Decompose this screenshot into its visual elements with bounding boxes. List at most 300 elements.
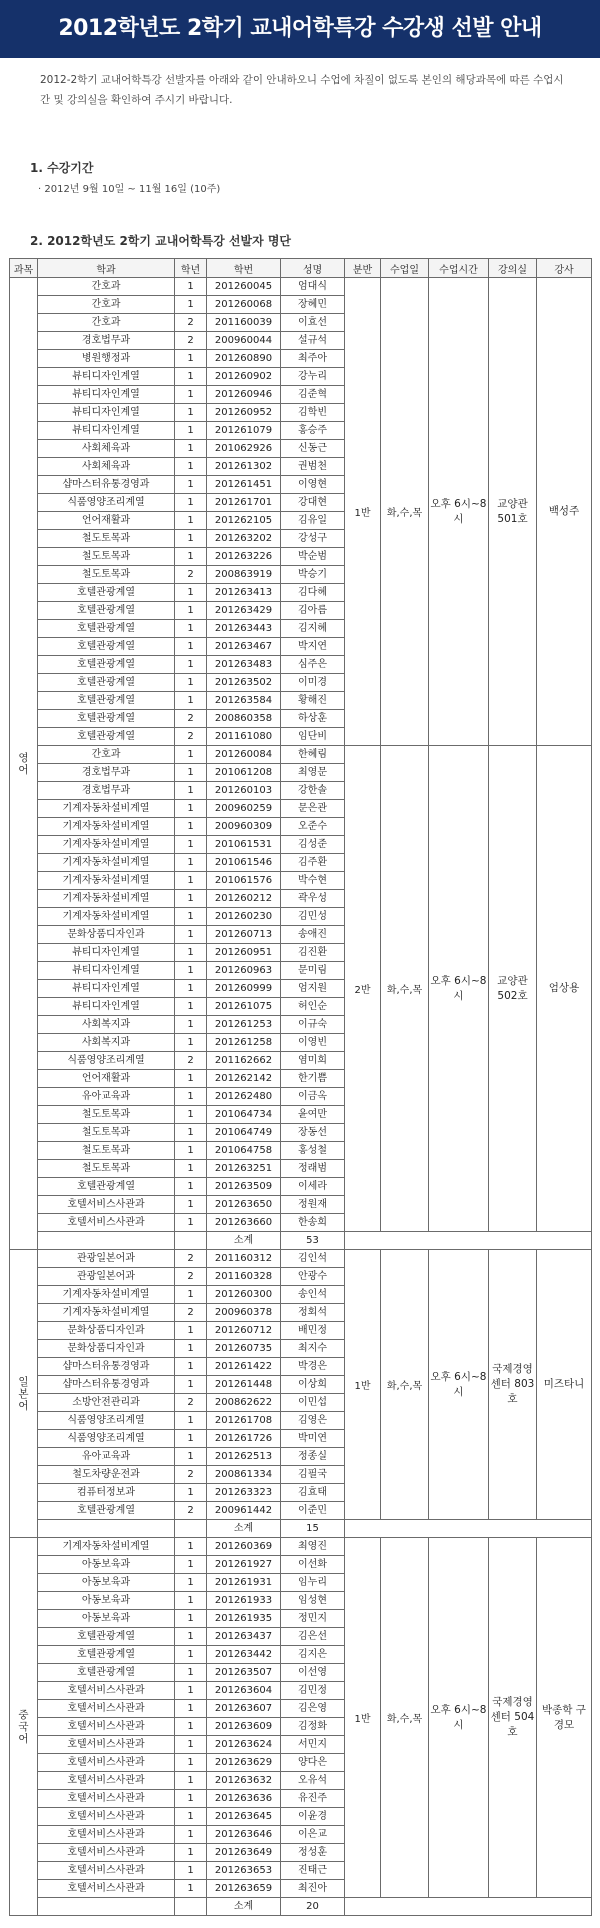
department-cell: 호텔서비스사관과 xyxy=(38,1826,175,1844)
department-cell: 뷰티디자인계열 xyxy=(38,980,175,998)
name-cell: 엄지원 xyxy=(281,980,345,998)
student-id-cell: 201260999 xyxy=(207,980,281,998)
name-cell: 김아름 xyxy=(281,602,345,620)
student-id-cell: 201262105 xyxy=(207,512,281,530)
year-cell: 1 xyxy=(175,1484,207,1502)
year-cell: 1 xyxy=(175,1808,207,1826)
name-cell: 임단비 xyxy=(281,728,345,746)
name-cell: 오유석 xyxy=(281,1772,345,1790)
section-cell: 2반 xyxy=(345,746,381,1232)
department-cell: 사회복지과 xyxy=(38,1034,175,1052)
department-cell: 문화상품디자인과 xyxy=(38,1340,175,1358)
year-cell: 1 xyxy=(175,1214,207,1232)
year-cell: 1 xyxy=(175,1286,207,1304)
year-cell: 1 xyxy=(175,404,207,422)
section-cell: 1반 xyxy=(345,1538,381,1898)
year-cell: 1 xyxy=(175,1628,207,1646)
student-id-cell: 201263443 xyxy=(207,620,281,638)
student-id-cell: 201263413 xyxy=(207,584,281,602)
department-cell: 식품영양조리계열 xyxy=(38,1052,175,1070)
student-id-cell: 201263660 xyxy=(207,1214,281,1232)
name-cell: 서민지 xyxy=(281,1736,345,1754)
name-cell: 정래범 xyxy=(281,1160,345,1178)
year-cell: 1 xyxy=(175,998,207,1016)
year-cell: 1 xyxy=(175,782,207,800)
department-cell: 철도토목과 xyxy=(38,1160,175,1178)
subtotal-label: 소계 xyxy=(207,1232,281,1250)
department-cell: 호텔서비스사관과 xyxy=(38,1736,175,1754)
department-cell: 기계자동차설비계열 xyxy=(38,1538,175,1556)
student-id-cell: 200960259 xyxy=(207,800,281,818)
year-cell: 1 xyxy=(175,422,207,440)
year-cell: 1 xyxy=(175,1376,207,1394)
subtotal-label: 소계 xyxy=(207,1520,281,1538)
year-cell: 1 xyxy=(175,1664,207,1682)
department-cell: 호텔관광계열 xyxy=(38,728,175,746)
student-id-cell: 200862622 xyxy=(207,1394,281,1412)
name-cell: 박순범 xyxy=(281,548,345,566)
name-cell: 김진환 xyxy=(281,944,345,962)
name-cell: 한기쁨 xyxy=(281,1070,345,1088)
year-cell: 1 xyxy=(175,854,207,872)
year-cell: 2 xyxy=(175,728,207,746)
year-cell: 1 xyxy=(175,656,207,674)
department-cell: 유아교육과 xyxy=(38,1448,175,1466)
name-cell: 강성구 xyxy=(281,530,345,548)
year-cell: 1 xyxy=(175,296,207,314)
department-cell: 철도토목과 xyxy=(38,548,175,566)
subtotal-row xyxy=(10,1232,592,1250)
student-id-cell: 200860358 xyxy=(207,710,281,728)
department-cell: 호텔관광계열 xyxy=(38,1178,175,1196)
name-cell: 홍승주 xyxy=(281,422,345,440)
student-id-cell: 201263323 xyxy=(207,1484,281,1502)
department-cell: 호텔서비스사관과 xyxy=(38,1862,175,1880)
student-id-cell: 201261302 xyxy=(207,458,281,476)
days-cell: 화,수,목 xyxy=(381,746,429,1232)
department-cell: 기계자동차설비계열 xyxy=(38,818,175,836)
name-cell: 송인석 xyxy=(281,1286,345,1304)
name-cell: 장혜민 xyxy=(281,296,345,314)
student-id-cell: 201261726 xyxy=(207,1430,281,1448)
student-id-cell: 201260902 xyxy=(207,368,281,386)
student-id-cell: 201061546 xyxy=(207,854,281,872)
name-cell: 안광수 xyxy=(281,1268,345,1286)
name-cell: 김영은 xyxy=(281,1412,345,1430)
year-cell: 1 xyxy=(175,980,207,998)
name-cell: 윤여만 xyxy=(281,1106,345,1124)
year-cell: 1 xyxy=(175,1322,207,1340)
department-cell: 경호법무과 xyxy=(38,782,175,800)
student-id-cell: 201160328 xyxy=(207,1268,281,1286)
department-cell: 호텔서비스사관과 xyxy=(38,1808,175,1826)
student-id-cell: 200960378 xyxy=(207,1304,281,1322)
year-cell: 1 xyxy=(175,584,207,602)
student-id-cell: 201263584 xyxy=(207,692,281,710)
subject-cell: 영어 xyxy=(10,278,38,1250)
year-cell: 1 xyxy=(175,350,207,368)
student-id-cell: 201064749 xyxy=(207,1124,281,1142)
name-cell: 최영진 xyxy=(281,1538,345,1556)
name-cell: 최영문 xyxy=(281,764,345,782)
department-cell: 샵마스터유통경영과 xyxy=(38,1376,175,1394)
year-cell: 1 xyxy=(175,746,207,764)
department-cell: 기계자동차설비계열 xyxy=(38,854,175,872)
student-id-cell: 201262513 xyxy=(207,1448,281,1466)
student-id-cell: 201262480 xyxy=(207,1088,281,1106)
name-cell: 허인순 xyxy=(281,998,345,1016)
year-cell: 1 xyxy=(175,1016,207,1034)
name-cell: 정민지 xyxy=(281,1610,345,1628)
student-id-cell: 201261935 xyxy=(207,1610,281,1628)
department-cell: 호텔서비스사관과 xyxy=(38,1196,175,1214)
subtotal-empty-cell xyxy=(175,1232,207,1250)
year-cell: 1 xyxy=(175,1412,207,1430)
subtotal-row xyxy=(10,1520,592,1538)
year-cell: 1 xyxy=(175,764,207,782)
student-id-cell: 201263437 xyxy=(207,1628,281,1646)
year-cell: 1 xyxy=(175,1142,207,1160)
name-cell: 김성준 xyxy=(281,836,345,854)
year-cell: 2 xyxy=(175,1052,207,1070)
year-cell: 1 xyxy=(175,1430,207,1448)
department-cell: 아동보육과 xyxy=(38,1592,175,1610)
roster-table xyxy=(9,258,592,1916)
student-id-cell: 201260103 xyxy=(207,782,281,800)
name-cell: 진태근 xyxy=(281,1862,345,1880)
name-cell: 송애진 xyxy=(281,926,345,944)
name-cell: 이윤경 xyxy=(281,1808,345,1826)
year-cell: 1 xyxy=(175,1610,207,1628)
student-id-cell: 201263604 xyxy=(207,1682,281,1700)
year-cell: 1 xyxy=(175,1358,207,1376)
section-cell: 1반 xyxy=(345,1250,381,1520)
table-row xyxy=(10,1538,592,1556)
name-cell: 양다은 xyxy=(281,1754,345,1772)
department-cell: 컴퓨터정보과 xyxy=(38,1484,175,1502)
student-id-cell: 201260230 xyxy=(207,908,281,926)
year-cell: 2 xyxy=(175,710,207,728)
year-cell: 1 xyxy=(175,1592,207,1610)
section1-heading: 1. 수강기간 xyxy=(30,161,94,175)
name-cell: 김준혁 xyxy=(281,386,345,404)
year-cell: 1 xyxy=(175,440,207,458)
department-cell: 호텔서비스사관과 xyxy=(38,1880,175,1898)
department-cell: 유아교육과 xyxy=(38,1088,175,1106)
instructor-cell: 백성주 xyxy=(537,278,592,746)
student-id-cell: 201263483 xyxy=(207,656,281,674)
department-cell: 아동보육과 xyxy=(38,1574,175,1592)
department-cell: 호텔관광계열 xyxy=(38,1646,175,1664)
department-cell: 철도차량운전과 xyxy=(38,1466,175,1484)
student-id-cell: 201260890 xyxy=(207,350,281,368)
name-cell: 염미희 xyxy=(281,1052,345,1070)
name-cell: 김민성 xyxy=(281,908,345,926)
student-id-cell: 201260045 xyxy=(207,278,281,296)
student-id-cell: 201061576 xyxy=(207,872,281,890)
name-cell: 김인석 xyxy=(281,1250,345,1268)
student-id-cell: 201263629 xyxy=(207,1754,281,1772)
name-cell: 강대현 xyxy=(281,494,345,512)
student-id-cell: 201260951 xyxy=(207,944,281,962)
department-cell: 소방안전관리과 xyxy=(38,1394,175,1412)
name-cell: 김다혜 xyxy=(281,584,345,602)
department-cell: 호텔관광계열 xyxy=(38,1628,175,1646)
header-name: 성명 xyxy=(281,259,345,278)
department-cell: 경호법무과 xyxy=(38,332,175,350)
year-cell: 2 xyxy=(175,1250,207,1268)
student-id-cell: 201263609 xyxy=(207,1718,281,1736)
department-cell: 관광일본어과 xyxy=(38,1250,175,1268)
student-id-cell: 201061531 xyxy=(207,836,281,854)
student-id-cell: 201263645 xyxy=(207,1808,281,1826)
student-id-cell: 201260712 xyxy=(207,1322,281,1340)
name-cell: 김유일 xyxy=(281,512,345,530)
year-cell: 1 xyxy=(175,1736,207,1754)
name-cell: 이선영 xyxy=(281,1664,345,1682)
student-id-cell: 201263467 xyxy=(207,638,281,656)
department-cell: 식품영양조리계열 xyxy=(38,494,175,512)
student-id-cell: 201262142 xyxy=(207,1070,281,1088)
student-id-cell: 201260212 xyxy=(207,890,281,908)
student-id-cell: 201263429 xyxy=(207,602,281,620)
year-cell: 1 xyxy=(175,818,207,836)
student-id-cell: 201263607 xyxy=(207,1700,281,1718)
department-cell: 식품영양조리계열 xyxy=(38,1430,175,1448)
intro-text: 2012-2학기 교내어학특강 선발자를 아래와 같이 안내하오니 수업에 차질이 없도록 본인의 해당과목에 따른 수업시간 및 강의실을 확인하여 주시기 바랍니다. xyxy=(40,74,564,106)
name-cell: 이영빈 xyxy=(281,1034,345,1052)
student-id-cell: 201263646 xyxy=(207,1826,281,1844)
department-cell: 관광일본어과 xyxy=(38,1268,175,1286)
name-cell: 김민정 xyxy=(281,1682,345,1700)
department-cell: 호텔관광계열 xyxy=(38,620,175,638)
department-cell: 식품영양조리계열 xyxy=(38,1412,175,1430)
name-cell: 이규숙 xyxy=(281,1016,345,1034)
department-cell: 호텔서비스사관과 xyxy=(38,1682,175,1700)
department-cell: 호텔관광계열 xyxy=(38,602,175,620)
department-cell: 뷰티디자인계열 xyxy=(38,944,175,962)
department-cell: 간호과 xyxy=(38,296,175,314)
year-cell: 1 xyxy=(175,368,207,386)
name-cell: 이은교 xyxy=(281,1826,345,1844)
department-cell: 기계자동차설비계열 xyxy=(38,836,175,854)
name-cell: 이선화 xyxy=(281,1556,345,1574)
name-cell: 이효선 xyxy=(281,314,345,332)
year-cell: 1 xyxy=(175,458,207,476)
year-cell: 1 xyxy=(175,476,207,494)
student-id-cell: 201263632 xyxy=(207,1772,281,1790)
student-id-cell: 201263502 xyxy=(207,674,281,692)
department-cell: 뷰티디자인계열 xyxy=(38,998,175,1016)
department-cell: 호텔관광계열 xyxy=(38,710,175,728)
name-cell: 박경은 xyxy=(281,1358,345,1376)
year-cell: 1 xyxy=(175,1574,207,1592)
year-cell: 1 xyxy=(175,1700,207,1718)
name-cell: 박미연 xyxy=(281,1430,345,1448)
student-id-cell: 201263507 xyxy=(207,1664,281,1682)
name-cell: 박수현 xyxy=(281,872,345,890)
year-cell: 1 xyxy=(175,602,207,620)
subtotal-empty-cell xyxy=(345,1898,592,1916)
department-cell: 간호과 xyxy=(38,278,175,296)
student-id-cell: 201260713 xyxy=(207,926,281,944)
subtotal-empty-cell xyxy=(175,1898,207,1916)
days-cell: 화,수,목 xyxy=(381,1538,429,1898)
header-subject: 과목 xyxy=(10,259,38,278)
department-cell: 호텔서비스사관과 xyxy=(38,1718,175,1736)
department-cell: 간호과 xyxy=(38,314,175,332)
room-cell: 국제경영센터 504호 xyxy=(489,1538,537,1898)
student-id-cell: 201263650 xyxy=(207,1196,281,1214)
student-id-cell: 201260735 xyxy=(207,1340,281,1358)
name-cell: 강누리 xyxy=(281,368,345,386)
name-cell: 유진주 xyxy=(281,1790,345,1808)
time-cell: 오후 6시~8시 xyxy=(429,1250,489,1520)
department-cell: 언어재활과 xyxy=(38,512,175,530)
year-cell: 1 xyxy=(175,512,207,530)
department-cell: 뷰티디자인계열 xyxy=(38,422,175,440)
name-cell: 정회석 xyxy=(281,1304,345,1322)
table-row xyxy=(10,746,592,764)
table-row xyxy=(10,278,592,296)
subtotal-empty-cell xyxy=(345,1520,592,1538)
name-cell: 이준민 xyxy=(281,1502,345,1520)
department-cell: 샵마스터유통경영과 xyxy=(38,1358,175,1376)
department-cell: 뷰티디자인계열 xyxy=(38,368,175,386)
student-id-cell: 201260952 xyxy=(207,404,281,422)
name-cell: 최주아 xyxy=(281,350,345,368)
page-title: 2012학년도 2학기 교내어학특강 수강생 선발 안내 xyxy=(0,0,600,58)
department-cell: 호텔관광계열 xyxy=(38,656,175,674)
period-text: · 2012년 9월 10일 ~ 11월 16일 (10주) xyxy=(38,184,221,195)
student-id-cell: 201261079 xyxy=(207,422,281,440)
student-id-cell: 200861334 xyxy=(207,1466,281,1484)
student-id-cell: 201160039 xyxy=(207,314,281,332)
year-cell: 1 xyxy=(175,800,207,818)
name-cell: 문미림 xyxy=(281,962,345,980)
year-cell: 1 xyxy=(175,530,207,548)
student-id-cell: 201260963 xyxy=(207,962,281,980)
name-cell: 최지수 xyxy=(281,1340,345,1358)
department-cell: 문화상품디자인과 xyxy=(38,926,175,944)
name-cell: 이상희 xyxy=(281,1376,345,1394)
year-cell: 1 xyxy=(175,386,207,404)
year-cell: 1 xyxy=(175,1682,207,1700)
year-cell: 2 xyxy=(175,1304,207,1322)
year-cell: 1 xyxy=(175,1862,207,1880)
header-days: 수업일 xyxy=(381,259,429,278)
student-id-cell: 201260068 xyxy=(207,296,281,314)
name-cell: 김지은 xyxy=(281,1646,345,1664)
instructor-cell: 박종학 구경모 xyxy=(537,1538,592,1898)
year-cell: 2 xyxy=(175,1268,207,1286)
department-cell: 기계자동차설비계열 xyxy=(38,1304,175,1322)
department-cell: 뷰티디자인계열 xyxy=(38,962,175,980)
name-cell: 박승기 xyxy=(281,566,345,584)
year-cell: 1 xyxy=(175,944,207,962)
student-id-cell: 201263653 xyxy=(207,1862,281,1880)
year-cell: 1 xyxy=(175,1070,207,1088)
year-cell: 1 xyxy=(175,548,207,566)
student-id-cell: 201261075 xyxy=(207,998,281,1016)
student-id-cell: 200960044 xyxy=(207,332,281,350)
year-cell: 1 xyxy=(175,1124,207,1142)
department-cell: 철도토목과 xyxy=(38,566,175,584)
student-id-cell: 201261253 xyxy=(207,1016,281,1034)
section-cell: 1반 xyxy=(345,278,381,746)
year-cell: 1 xyxy=(175,1196,207,1214)
year-cell: 1 xyxy=(175,494,207,512)
student-id-cell: 201161080 xyxy=(207,728,281,746)
name-cell: 김학빈 xyxy=(281,404,345,422)
year-cell: 1 xyxy=(175,872,207,890)
section2-heading: 2. 2012학년도 2학기 교내어학특강 선발자 명단 xyxy=(30,234,292,248)
name-cell: 이미경 xyxy=(281,674,345,692)
year-cell: 1 xyxy=(175,926,207,944)
department-cell: 호텔관광계열 xyxy=(38,674,175,692)
name-cell: 김지혜 xyxy=(281,620,345,638)
table-body xyxy=(10,278,592,1916)
year-cell: 1 xyxy=(175,674,207,692)
student-id-cell: 201261931 xyxy=(207,1574,281,1592)
year-cell: 1 xyxy=(175,1790,207,1808)
year-cell: 2 xyxy=(175,332,207,350)
student-id-cell: 200960309 xyxy=(207,818,281,836)
instructor-cell: 미즈타니 xyxy=(537,1250,592,1520)
student-id-cell: 201263226 xyxy=(207,548,281,566)
student-id-cell: 201261448 xyxy=(207,1376,281,1394)
department-cell: 호텔관광계열 xyxy=(38,1664,175,1682)
department-cell: 경호법무과 xyxy=(38,764,175,782)
name-cell: 홍성철 xyxy=(281,1142,345,1160)
days-cell: 화,수,목 xyxy=(381,278,429,746)
name-cell: 신동근 xyxy=(281,440,345,458)
header-time: 수업시간 xyxy=(429,259,489,278)
student-id-cell: 201261422 xyxy=(207,1358,281,1376)
subtotal-empty-cell xyxy=(175,1520,207,1538)
year-cell: 1 xyxy=(175,1106,207,1124)
department-cell: 병원행정과 xyxy=(38,350,175,368)
year-cell: 1 xyxy=(175,1772,207,1790)
name-cell: 곽우성 xyxy=(281,890,345,908)
department-cell: 호텔관광계열 xyxy=(38,584,175,602)
name-cell: 강한솔 xyxy=(281,782,345,800)
table-header-row xyxy=(10,259,592,278)
header-department: 학과 xyxy=(38,259,175,278)
subtotal-row xyxy=(10,1898,592,1916)
table-row xyxy=(10,1250,592,1268)
department-cell: 호텔서비스사관과 xyxy=(38,1790,175,1808)
subtotal-value: 53 xyxy=(281,1232,345,1250)
department-cell: 문화상품디자인과 xyxy=(38,1322,175,1340)
name-cell: 이금옥 xyxy=(281,1088,345,1106)
year-cell: 1 xyxy=(175,620,207,638)
year-cell: 1 xyxy=(175,1448,207,1466)
name-cell: 정원재 xyxy=(281,1196,345,1214)
year-cell: 1 xyxy=(175,692,207,710)
time-cell: 오후 6시~8시 xyxy=(429,278,489,746)
header-room: 강의실 xyxy=(489,259,537,278)
student-id-cell: 201261451 xyxy=(207,476,281,494)
year-cell: 1 xyxy=(175,1178,207,1196)
year-cell: 1 xyxy=(175,1160,207,1178)
year-cell: 1 xyxy=(175,1340,207,1358)
student-id-cell: 201260300 xyxy=(207,1286,281,1304)
year-cell: 1 xyxy=(175,1646,207,1664)
room-cell: 교양관 502호 xyxy=(489,746,537,1232)
department-cell: 기계자동차설비계열 xyxy=(38,800,175,818)
time-cell: 오후 6시~8시 xyxy=(429,1538,489,1898)
